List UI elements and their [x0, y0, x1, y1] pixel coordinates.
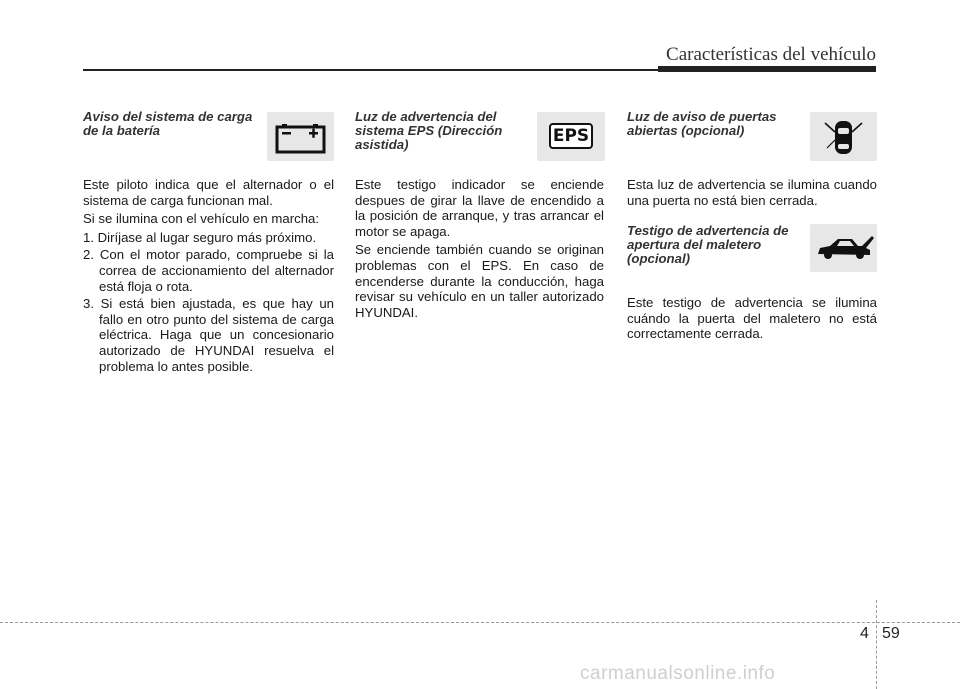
eps-paragraph-1: Este testigo indicador se enciende despues de girar la llave de encendido a la posición de arranque, y tras arrancar el motor se apaga.: [355, 177, 604, 239]
page-header-title: Características del vehículo: [666, 44, 876, 65]
footer-divider: [876, 600, 877, 689]
battery-icon: [267, 112, 334, 161]
page-number: 59: [882, 625, 900, 642]
door-open-icon: [810, 112, 877, 161]
eps-warning-icon-box: [537, 112, 605, 161]
trunk-warning-icon-box: [810, 224, 877, 272]
footer-rule: [0, 622, 960, 623]
trunk-open-icon: [810, 224, 877, 272]
door-warning-icon-box: [810, 112, 877, 161]
battery-warning-icon-box: [267, 112, 334, 161]
eps-paragraph-2: Se enciende también cuando se originan problemas con el EPS. En caso de encenderse durante la conducción, haga revisar su vehículo en un taller autorizado HYUNDAI.: [355, 242, 604, 320]
trunk-paragraph: Este testigo de advertencia se ilumina cuándo la puerta del maletero no está correctamente cerrada.: [627, 295, 877, 342]
eps-icon: EPS: [549, 123, 593, 149]
battery-paragraph-2: Si se ilumina con el vehículo en marcha:: [83, 211, 320, 227]
header-rule-accent: [658, 66, 876, 72]
battery-step-2: 2. Con el motor parado, compruebe si la correa de accionamiento del alternador está floja o rota.: [83, 247, 334, 294]
watermark: carmanualsonline.info: [580, 663, 776, 684]
door-section-heading: Luz de aviso de puertas abiertas (opcional): [627, 109, 777, 138]
battery-section-heading: Aviso del sistema de carga de la batería: [83, 109, 253, 138]
battery-paragraph-1: Este piloto indica que el alternador o el sistema de carga funcionan mal.: [83, 177, 334, 208]
battery-steps: [83, 230, 334, 374]
battery-step-1: 1. Diríjase al lugar seguro más próximo.: [83, 229, 317, 245]
eps-section-heading: Luz de advertencia del sistema EPS (Dirección asistida): [355, 109, 503, 152]
trunk-section-heading: Testigo de advertencia de apertura del maletero (opcional): [627, 223, 789, 267]
door-paragraph: Esta luz de advertencia se ilumina cuando una puerta no está bien cerrada.: [627, 177, 877, 208]
chapter-number: 4: [860, 625, 869, 642]
battery-step-3: 3. Si está bien ajustada, es que hay un fallo en otro punto del sistema de carga eléctrica. Haga que un concesionario autorizado de HYUNDAI resuelva el problema lo antes posible.: [83, 296, 334, 374]
